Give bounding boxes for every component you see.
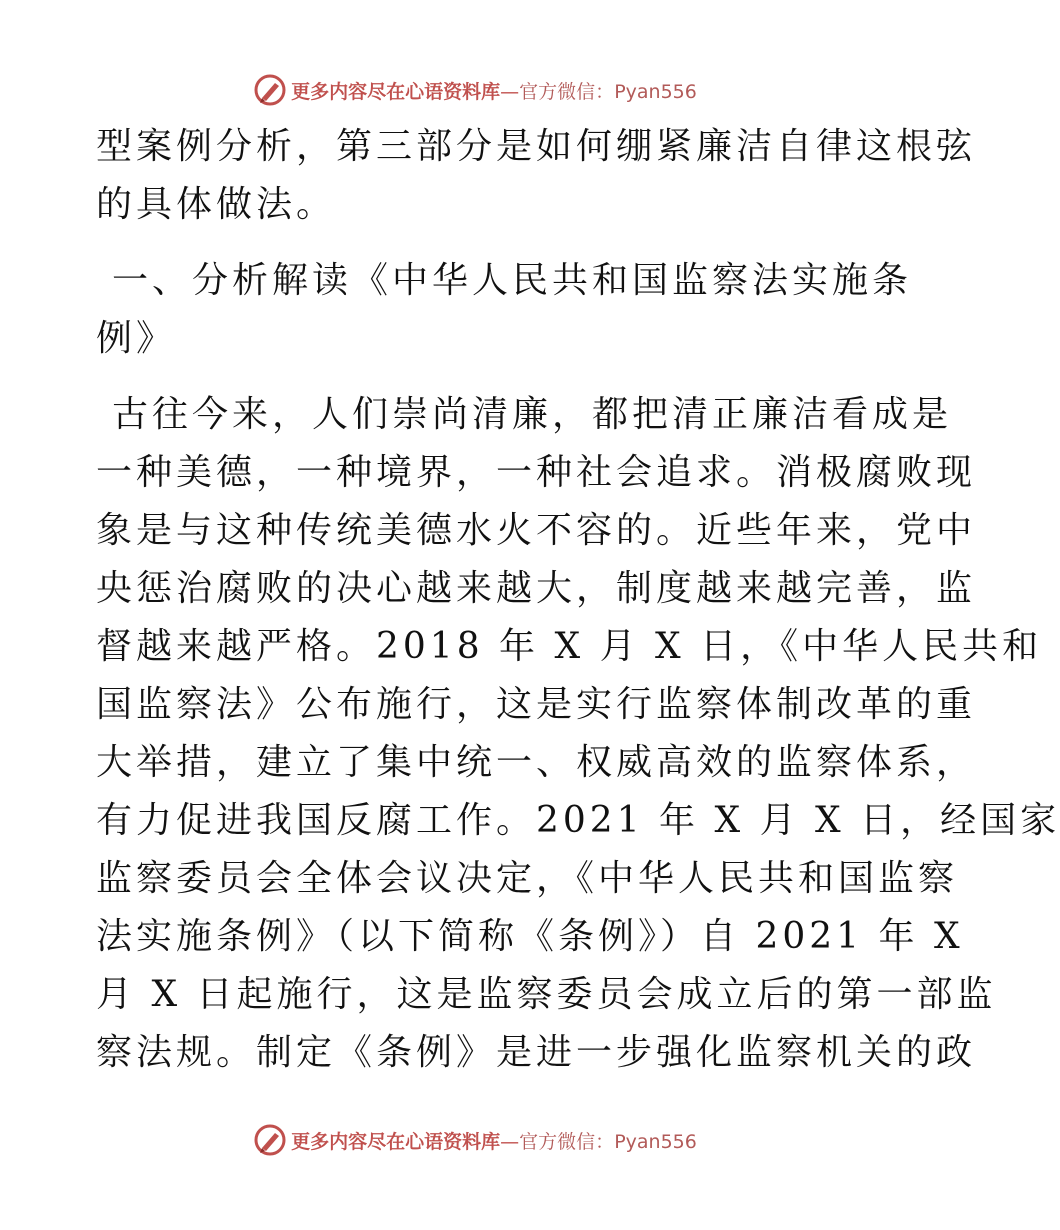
text-line: 一种美德，一种境界，一种社会追求。消极腐败现 (96, 452, 977, 493)
text-line: 督越来越严格。2018 年 X 月 X 日，《中华人民共和 (96, 626, 1043, 667)
paragraph-intro (96, 118, 977, 234)
text-line: 察法规。制定《条例》是进一步强化监察机关的政 (96, 1032, 977, 1073)
text-line: 法实施条例》（以下简称《条例》）自 2021 年 X (96, 916, 964, 957)
header-brand: 更多内容尽在心语资料库 (291, 80, 501, 103)
text-line: 的具体做法。 (96, 184, 337, 225)
text-line: 监察委员会全体会议决定，《中华人民共和国监察 (96, 858, 959, 899)
header-wechat-label: 官方微信： (519, 80, 615, 103)
text-line: 有力促进我国反腐工作。2021 年 X 月 X 日，经国家 (96, 800, 1060, 841)
paragraph-main (96, 386, 1060, 1082)
text-line: 国监察法》公布施行，这是实行监察体制改革的重 (96, 684, 977, 725)
footer-dash: — (500, 1130, 520, 1153)
footer-banner-text (291, 1127, 697, 1154)
text-line: 象是与这种传统美德水火不容的。近些年来，党中 (96, 510, 977, 551)
text-line: 月 X 日起施行，这是监察委员会成立后的第一部监 (96, 974, 997, 1015)
footer-banner (0, 1120, 950, 1160)
pen-logo-icon (253, 1123, 287, 1157)
footer-wechat-id: Pyan556 (614, 1130, 697, 1153)
header-banner-text (291, 77, 697, 104)
heading-line: 例》 (96, 318, 177, 359)
text-line: 大举措，建立了集中统一、权威高效的监察体系， (96, 742, 977, 783)
pen-logo-icon (253, 73, 287, 107)
section-heading (96, 252, 913, 368)
header-dash: — (500, 80, 520, 103)
header-wechat-id: Pyan556 (614, 80, 697, 103)
document-body (96, 118, 1060, 1082)
header-banner (0, 70, 950, 110)
text-line: 央惩治腐败的决心越来越大，制度越来越完善，监 (96, 568, 977, 609)
text-line: 型案例分析，第三部分是如何绷紧廉洁自律这根弦 (96, 126, 977, 167)
heading-line: 一、分析解读《中华人民共和国监察法实施条 (112, 260, 913, 301)
text-line: 古往今来，人们崇尚清廉，都把清正廉洁看成是 (112, 394, 953, 435)
footer-wechat-label: 官方微信： (519, 1130, 615, 1153)
footer-brand: 更多内容尽在心语资料库 (291, 1130, 501, 1153)
